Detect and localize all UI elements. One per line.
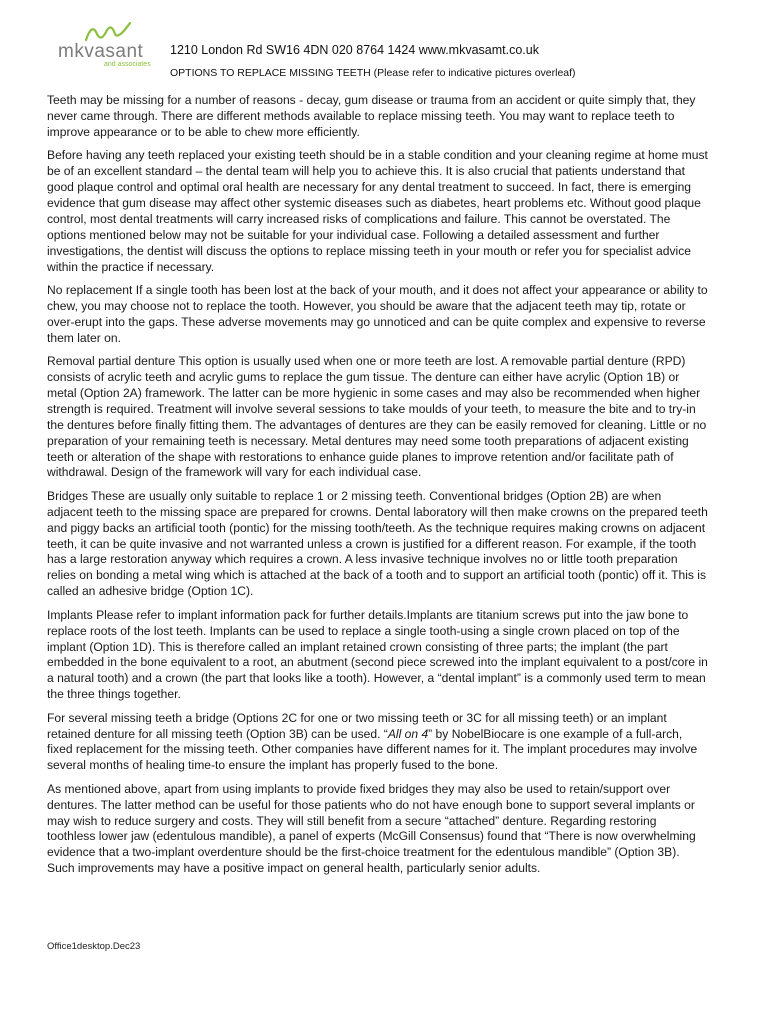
paragraph-overdentures: As mentioned above, apart from using implants to provide fixed bridges they may also be used to retain/support over dentures. The latter method can be useful for those patients who do not have enough bone to support several implants or may wish to reduce surgery and costs. They will still benefit from a secure “attached” denture. Regarding restoring toothless lower jaw (edentulous mandible), a panel of experts (McGill Consensus) found that “There is now overwhelming evidence that a two-implant overdenture should be the first-choice treatment for the edentulous mandible” (Option 3B). Such improvements may have a positive impact on general health, particularly senior adults. [47, 781, 696, 876]
document-title: OPTIONS TO REPLACE MISSING TEETH (Please refer to indicative pictures overleaf) [170, 67, 576, 79]
body-text [47, 93, 708, 885]
practice-address: 1210 London Rd SW16 4DN 020 8764 1424 www.mkvasamt.co.uk [170, 43, 539, 57]
logo-subtitle: and associates [104, 61, 151, 68]
all-on-4-emphasis: All on 4 [387, 726, 429, 741]
logo-name: mkvasant [58, 41, 144, 62]
paragraph-before-treatment: Before having any teeth replaced your existing teeth should be in a stable condition and your cleaning regime at home must be of an excellent standard – the dental team will help you to achieve this. It is also crucial that patients understand that good plaque control and optimal oral health are necessary for any dental treatment to succeed. In fact, there is emerging evidence that gum disease may affect other systemic diseases such as diabetes, heart problems etc. Without good plaque control, most dental treatments will carry increased risks of complications and failure. This cannot be overstated. The options mentioned below may not be suitable for your individual case. Following a detailed assessment and further investigations, the dentist will discuss the options to replace missing teeth in your mouth or refer you for specialist advice within the practice if necessary. [47, 148, 708, 274]
paragraph-removable-denture: Removal partial denture This option is usually used when one or more teeth are lost. A removable partial denture (RPD) consists of acrylic teeth and acrylic gums to replace the gum tissue. The denture can either have acrylic (Option 1B) or metal (Option 2A) framework. The latter can be more hygienic in some cases and may also be recommended when higher strength is required. Treatment will involve several sessions to take moulds of your teeth, to measure the bite and to try-in the dentures before finally fitting them. The advantages of dentures are they can be easily removed for cleaning. Little or no preparation of your remaining teeth is necessary. Metal dentures may need some tooth preparations of adjacent existing teeth or alteration of the shape with restorations to enhance guide planes to improve retention and/or facilitate path of withdrawal. Design of the framework will vary for each individual case. [47, 354, 707, 480]
paragraph-intro: Teeth may be missing for a number of reasons - decay, gum disease or trauma from an accident or quite simply that, they never came through. There are different methods available to replace missing teeth. You may want to replace teeth to improve appearance or to be able to chew more efficiently. [47, 93, 696, 139]
paragraph-bridges: Bridges These are usually only suitable to replace 1 or 2 missing teeth. Conventional bridges (Option 2B) are when adjacent teeth to the missing space are prepared for crowns. Dental laboratory will then make crowns on the prepared teeth and piggy backs an artificial tooth (pontic) for the missing tooth/teeth. As the technique requires making crowns on adjacent teeth, it can be quite invasive and not warranted unless a crown is justified for a different reason. For example, if the tooth has a large restoration anyway which requires a crown. A less invasive technique involves no or little tooth preparation relies on bonding a metal wing which is attached at the back of a tooth and to support an artificial tooth (pontic) off it. This is called an adhesive bridge (Option 1C). [47, 488, 708, 599]
footer-label: Office1desktop.Dec23 [47, 941, 141, 952]
paragraph-implants: Implants Please refer to implant information pack for further details.Implants are titanium screws put into the jaw bone to replace roots of the lost teeth. Implants can be used to replace a single tooth-using a single crown placed on top of the implant (Option 1D). This is therefore called an implant retained crown consisting of three parts; the implant (the part embedded in the bone equivalent to a root, an abutment (second piece screwed into the implant equivalent to a post/core in a natural tooth) and a crown (the part that looks like a tooth). However, a “dental implant” is a commonly used term to mean the three things together. [47, 607, 708, 702]
paragraph-several-missing [47, 711, 708, 775]
several-text-end: ” by NobelBiocare is one example of a full-arch, fixed replacement for the missing teeth. Other companies have different names for it. The implant procedures may involve several months of healing time-to ensure the implant has properly fused to the bone. [47, 726, 698, 773]
logo [58, 20, 162, 68]
several-text-start: For several missing teeth a bridge (Options 2C for one or two missing teeth or 3C for all missing teeth) or an implant retained denture for all missing teeth (Option 3B) can be used. “ [47, 710, 667, 741]
paragraph-no-replacement: No replacement If a single tooth has been lost at the back of your mouth, and it does not affect your appearance or ability to chew, you may choose not to replace the tooth. However, you should be aware that the adjacent teeth may tip, rotate or over-erupt into the gaps. These adverse movements may go unnoticed and can be quite complex and expensive to reverse them later on. [47, 282, 708, 345]
